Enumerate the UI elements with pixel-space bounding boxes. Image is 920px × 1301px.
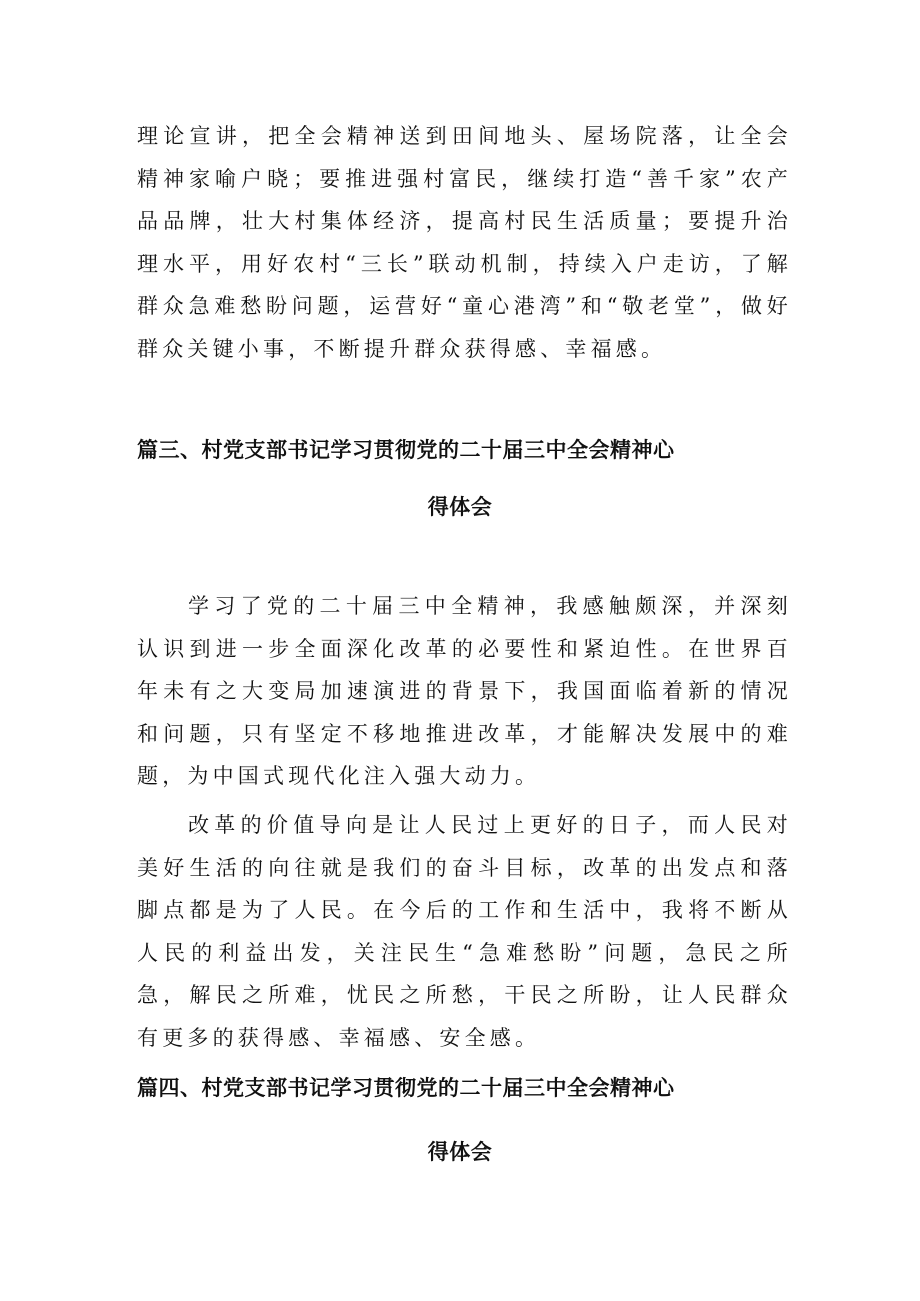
intro-paragraph: 理论宣讲，把全会精神送到田间地头、屋场院落，让全会精神家喻户晓；要推进强村富民，继续打造“善千家”农产品品牌，壮大村集体经济，提高村民生活质量；要提升治理水平，用好农村“三长”联动机制，持续入户走访，了解群众急难愁盼问题，运营好“童心港湾”和“敬老堂”，做好群众关键小事，不断提升群众获得感、幸福感。 xyxy=(137,124,792,361)
section-four-title-line2: 得体会 xyxy=(427,1140,493,1164)
section-three-paragraph-1: 学习了党的二十届三中全精神，我感触颇深，并深刻认识到进一步全面深化改革的必要性和紧迫性。在世界百年未有之大变局加速演进的背景下，我国面临着新的情况和问题，只有坚定不移地推进改革，才能解决发展中的难题，为中国式现代化注入强大动力。 xyxy=(137,594,792,788)
section-three-paragraph-2: 改革的价值导向是让人民过上更好的日子，而人民对美好生活的向往就是我们的奋斗目标，改革的出发点和落脚点都是为了人民。在今后的工作和生活中，我将不断从人民的利益出发，关注民生“急难愁盼”问题，急民之所急，解民之所难，忧民之所愁，干民之所盼，让人民群众有更多的获得感、幸福感、安全感。 xyxy=(137,813,792,1050)
section-three-title-line2: 得体会 xyxy=(427,495,493,519)
section-three-title-line1: 篇三、村党支部书记学习贯彻党的二十届三中全会精神心 xyxy=(137,438,675,462)
section-four-title-line1: 篇四、村党支部书记学习贯彻党的二十届三中全会精神心 xyxy=(137,1076,675,1100)
